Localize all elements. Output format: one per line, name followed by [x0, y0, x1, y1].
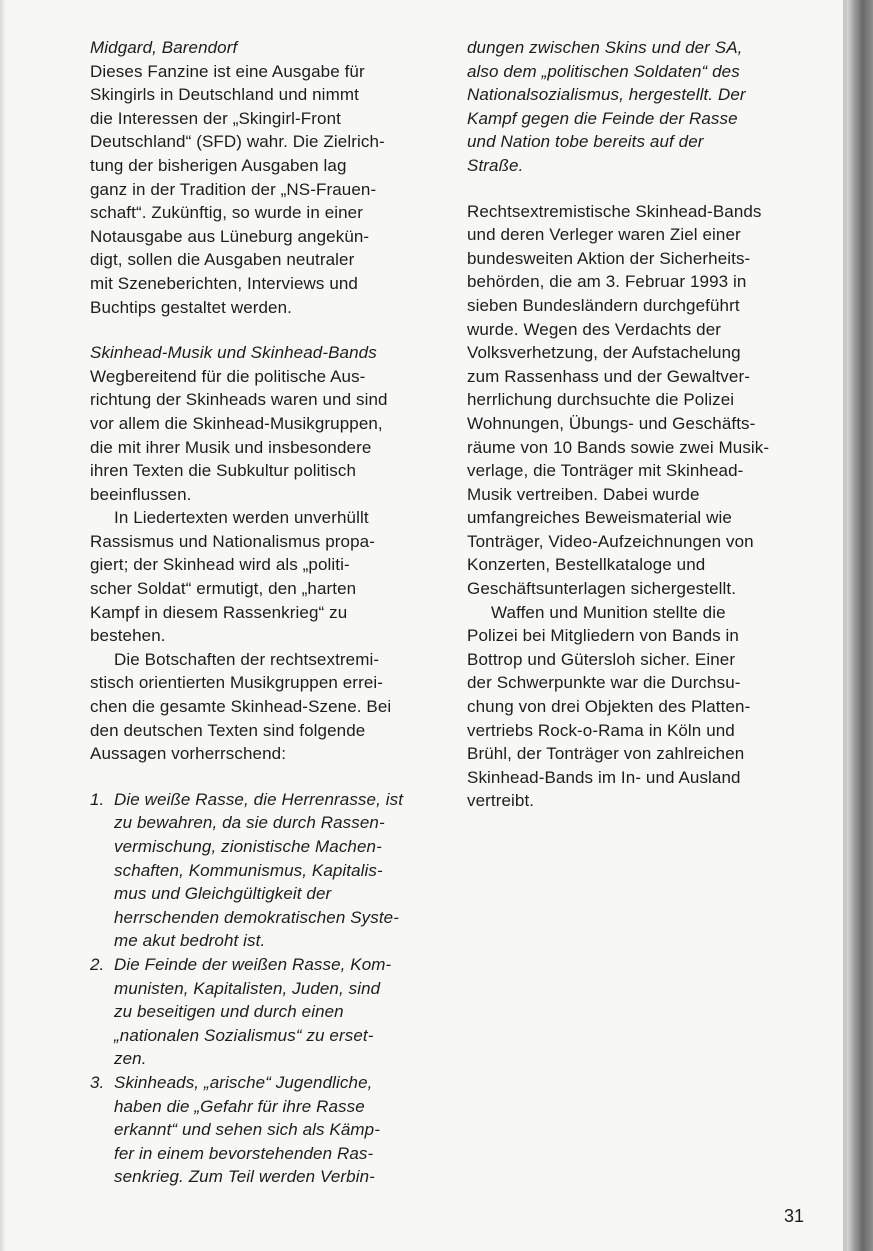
text-line: Skinhead-Bands im In- und Ausland: [467, 767, 741, 787]
paragraph: [90, 365, 440, 507]
text-line: ihren Texten die Subkultur politisch: [90, 461, 356, 481]
text-line: Skingirls in Deutschland und nimmt: [90, 85, 359, 105]
text-line: und deren Verleger waren Ziel einer: [467, 225, 741, 245]
text-line: herrschenden demokratischen Syste-: [114, 907, 399, 927]
page-edge-shadow: [0, 0, 6, 1251]
text-line: Waffen und Munition stellte die: [491, 602, 726, 622]
text-line: umfangreiches Beweismaterial wie: [467, 508, 732, 528]
text-line: Wohnungen, Übungs- und Geschäfts-: [467, 413, 756, 433]
list-item: [90, 1071, 440, 1189]
text-line: Musik vertreiben. Dabei wurde: [467, 484, 700, 504]
text-line: Dieses Fanzine ist eine Ausgabe für: [90, 61, 365, 81]
text-line: Brühl, der Tonträger von zahlreichen: [467, 744, 745, 764]
text-line: bestehen.: [90, 626, 166, 646]
text-line: herrlichung durchsuchte die Polizei: [467, 390, 735, 410]
text-line: Buchtips gestaltet werden.: [90, 297, 292, 317]
text-line: digt, sollen die Ausgaben neutraler: [90, 250, 355, 270]
text-line: chen die gesamte Skinhead-Szene. Bei: [90, 697, 392, 717]
text-line: vertreibt.: [467, 791, 535, 811]
text-line: munisten, Kapitalisten, Juden, sind: [114, 978, 381, 998]
text-line: räume von 10 Bands sowie zwei Musik-: [467, 437, 770, 457]
text-line: Rechtsextremistische Skinhead-Bands: [467, 201, 762, 221]
text-line: schaft“. Zukünftig, so wurde in einer: [90, 203, 363, 223]
text-line: sieben Bundesländern durchgeführt: [467, 295, 740, 315]
paragraph: [467, 200, 817, 601]
text-line: Geschäftsunterlagen sichergestellt.: [467, 579, 737, 599]
text-line: dungen zwischen Skins und der SA,: [467, 38, 743, 57]
text-line: Polizei bei Mitgliedern von Bands in: [467, 626, 739, 646]
text-line: Die Botschaften der rechtsextremi-: [114, 649, 380, 669]
paragraph: [90, 60, 440, 320]
text-line: die Interessen der „Skingirl-Front: [90, 108, 341, 128]
text-line: stisch orientierten Musikgruppen errei-: [90, 673, 384, 693]
text-line: giert; der Skinhead wird als „politi-: [90, 555, 350, 575]
text-line: zen.: [114, 1049, 147, 1069]
text-line: zu beseitigen und durch einen: [114, 1002, 344, 1022]
text-line: Rassismus und Nationalismus propa-: [90, 531, 375, 551]
text-line: vor allem die Skinhead-Musikgruppen,: [90, 413, 383, 433]
right-column: [467, 36, 817, 813]
text-line: Die weiße Rasse, die Herrenrasse, ist: [114, 789, 404, 809]
text-line: Deutschland“ (SFD) wahr. Die Zielrich-: [90, 132, 385, 152]
paragraph: [467, 601, 817, 813]
section-heading: Midgard, Barendorf: [90, 38, 238, 57]
text-line: vermischung, zionistische Machen-: [114, 837, 382, 856]
text-line: Nationalsozialismus, hergestellt. Der: [467, 85, 746, 105]
text-line: schaften, Kommunismus, Kapitalis-: [114, 860, 383, 880]
left-column: [90, 36, 440, 1189]
text-line: richtung der Skinheads waren und sind: [90, 390, 388, 410]
statement-list: [90, 788, 440, 1189]
page-number: 31: [784, 1206, 805, 1226]
text-line: scher Soldat“ ermutigt, den „harten: [90, 579, 357, 599]
section-midgard: [90, 36, 440, 319]
text-line: zu bewahren, da sie durch Rassen-: [114, 813, 385, 833]
text-line: bundesweiten Aktion der Sicherheits-: [467, 248, 751, 268]
text-line: tung der bisherigen Ausgaben lag: [90, 155, 347, 175]
text-line: ganz in der Tradition der „NS-Frauen-: [90, 179, 377, 199]
text-line: Skinheads, „arische“ Jugendliche,: [114, 1072, 373, 1092]
list-number: 2.: [90, 954, 105, 974]
text-line: mus und Gleichgültigkeit der: [114, 884, 332, 904]
list-number: 1.: [90, 789, 105, 809]
text-line: behörden, die am 3. Februar 1993 in: [467, 272, 747, 292]
text-line: Konzerten, Bestellkataloge und: [467, 555, 706, 575]
text-line: zum Rassenhass und der Gewaltver-: [467, 366, 750, 386]
section-heading: Skinhead-Musik und Skinhead-Bands: [90, 343, 377, 363]
text-line: Wegbereitend für die politische Aus-: [90, 366, 366, 386]
section-skinhead-musik: [90, 341, 440, 506]
text-line: Kampf gegen die Feinde der Rasse: [467, 108, 738, 128]
text-line: me akut bedroht ist.: [114, 931, 266, 951]
text-line: Bottrop und Gütersloh sicher. Einer: [467, 649, 736, 669]
text-line: der Schwerpunkte war die Durchsu-: [467, 673, 741, 693]
paragraph: [90, 506, 440, 648]
text-line: verlage, die Tonträger mit Skinhead-: [467, 461, 744, 481]
text-line: In Liedertexten werden unverhüllt: [114, 508, 369, 528]
text-line: Die Feinde der weißen Rasse, Kom-: [114, 954, 392, 974]
text-line: mit Szeneberichten, Interviews und: [90, 273, 358, 293]
text-line: vertriebs Rock-o-Rama in Köln und: [467, 720, 735, 740]
text-line: Straße.: [467, 155, 524, 175]
list-continuation: [467, 36, 817, 178]
text-line: chung von drei Objekten des Platten-: [467, 697, 751, 717]
list-item: [90, 953, 440, 1071]
text-line: und Nation tobe bereits auf der: [467, 132, 704, 152]
text-line: Notausgabe aus Lüneburg angekün-: [90, 226, 370, 246]
list-number: 3.: [90, 1072, 105, 1092]
text-line: „nationalen Sozialismus“ zu erset-: [114, 1025, 374, 1045]
text-line: senkrieg. Zum Teil werden Verbin-: [114, 1167, 375, 1187]
text-line: Tonträger, Video-Aufzeichnungen von: [467, 531, 754, 551]
book-spine: [847, 0, 873, 1251]
paragraph: [90, 648, 440, 766]
text-line: die mit ihrer Musik und insbesondere: [90, 437, 372, 457]
text-line: erkannt“ und sehen sich als Kämp-: [114, 1120, 380, 1140]
text-line: also dem „politischen Soldaten“ des: [467, 61, 740, 81]
text-line: beeinflussen.: [90, 484, 192, 504]
text-line: Aussagen vorherrschend:: [90, 744, 287, 764]
text-line: Volksverhetzung, der Aufstachelung: [467, 343, 741, 363]
text-line: wurde. Wegen des Verdachts der: [467, 319, 722, 339]
list-item: [90, 788, 440, 953]
text-line: haben die „Gefahr für ihre Rasse: [114, 1096, 365, 1116]
text-line: den deutschen Texten sind folgende: [90, 720, 366, 740]
text-line: Kampf in diesem Rassenkrieg“ zu: [90, 602, 348, 622]
text-line: fer in einem bevorstehenden Ras-: [114, 1143, 374, 1163]
